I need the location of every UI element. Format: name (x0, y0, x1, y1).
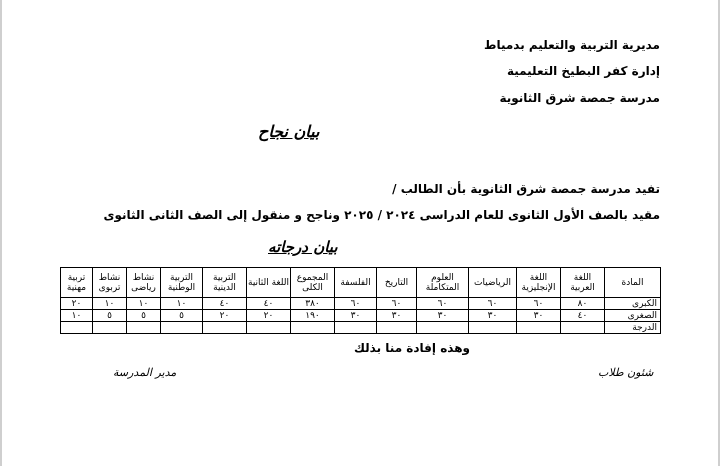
column-header: اللغة الثانية (247, 268, 291, 298)
table-cell: ١٠ (161, 298, 203, 310)
table-cell (93, 322, 127, 334)
column-header: الفلسفة (335, 268, 377, 298)
table-cell: ٤٠ (247, 298, 291, 310)
table-cell: ٥ (127, 310, 161, 322)
table-header-row (61, 268, 661, 298)
table-cell (517, 322, 561, 334)
table-cell: ٣٨٠ (291, 298, 335, 310)
statement-line-1: تفيد مدرسة جمصة شرق الثانوية بأن الطالب / (392, 182, 660, 196)
table-cell: ٥ (161, 310, 203, 322)
table-cell: ١٠ (93, 298, 127, 310)
table-cell: ٨٠ (561, 298, 605, 310)
statement-line-2: مقيد بالصف الأول الثانوى للعام الدراسى ٢٠٢٤ / ٢٠٢٥ وناجح و منقول إلى الصف الثانى الثانوى (103, 208, 660, 222)
column-header: التربية الوطنية (161, 268, 203, 298)
row-label: الصغرى (605, 310, 661, 322)
table-cell (61, 322, 93, 334)
table-cell: ٣٠ (417, 310, 469, 322)
administration-heading: إدارة كفر البطيخ التعليمية (506, 64, 660, 78)
column-header: التربية الدينية (203, 268, 247, 298)
table-cell: ٢٠ (203, 310, 247, 322)
column-header: نشاط تربوى (93, 268, 127, 298)
column-header: المادة (605, 268, 661, 298)
table-cell (377, 322, 417, 334)
table-cell: ٦٠ (377, 298, 417, 310)
table-cell: ٦٠ (335, 298, 377, 310)
student-affairs-signature: شئون طلاب (598, 366, 654, 379)
table-row-max (61, 298, 661, 310)
table-cell: ٦٠ (517, 298, 561, 310)
column-header: العلوم المتكاملة (417, 268, 469, 298)
grades-table (60, 267, 661, 334)
column-header: المجموع الكلى (291, 268, 335, 298)
grades-title: بيان درجاته (268, 238, 338, 256)
closing-statement: وهذه إفادة منا بذلك (354, 341, 470, 355)
column-header: التاريخ (377, 268, 417, 298)
table-cell: ٣٠ (469, 310, 517, 322)
table-cell (417, 322, 469, 334)
table-cell (247, 322, 291, 334)
column-header: تربية مهنية (61, 268, 93, 298)
table-cell: ٥ (93, 310, 127, 322)
table-cell: ٢٠ (61, 298, 93, 310)
table-cell (335, 322, 377, 334)
document-title: بيان نجاح (258, 122, 320, 141)
column-header: الرياضيات (469, 268, 517, 298)
table-cell: ٤٠ (561, 310, 605, 322)
page-frame-left (0, 0, 2, 466)
column-header: اللغة العربية (561, 268, 605, 298)
table-cell: ١٠ (61, 310, 93, 322)
directorate-heading: مديرية التربية والتعليم بدمياط (483, 38, 660, 52)
column-header: اللغة الإنجليزية (517, 268, 561, 298)
table-cell: ٣٠ (517, 310, 561, 322)
table-cell (561, 322, 605, 334)
row-label: الدرجة (605, 322, 661, 334)
principal-signature: مدير المدرسة (113, 366, 177, 379)
table-cell (203, 322, 247, 334)
table-cell: ٦٠ (417, 298, 469, 310)
table-cell: ١٠ (127, 298, 161, 310)
table-cell (127, 322, 161, 334)
school-heading: مدرسة جمصة شرق الثانوية (499, 91, 660, 105)
table-cell (161, 322, 203, 334)
table-cell: ٦٠ (469, 298, 517, 310)
row-label: الكبرى (605, 298, 661, 310)
table-cell: ١٩٠ (291, 310, 335, 322)
table-cell: ٣٠ (335, 310, 377, 322)
table-row-min (61, 310, 661, 322)
column-header: نشاط رياضى (127, 268, 161, 298)
table-cell: ٣٠ (377, 310, 417, 322)
table-cell: ٤٠ (203, 298, 247, 310)
table-cell: ٢٠ (247, 310, 291, 322)
table-row-grade (61, 322, 661, 334)
table-cell (291, 322, 335, 334)
table-cell (469, 322, 517, 334)
